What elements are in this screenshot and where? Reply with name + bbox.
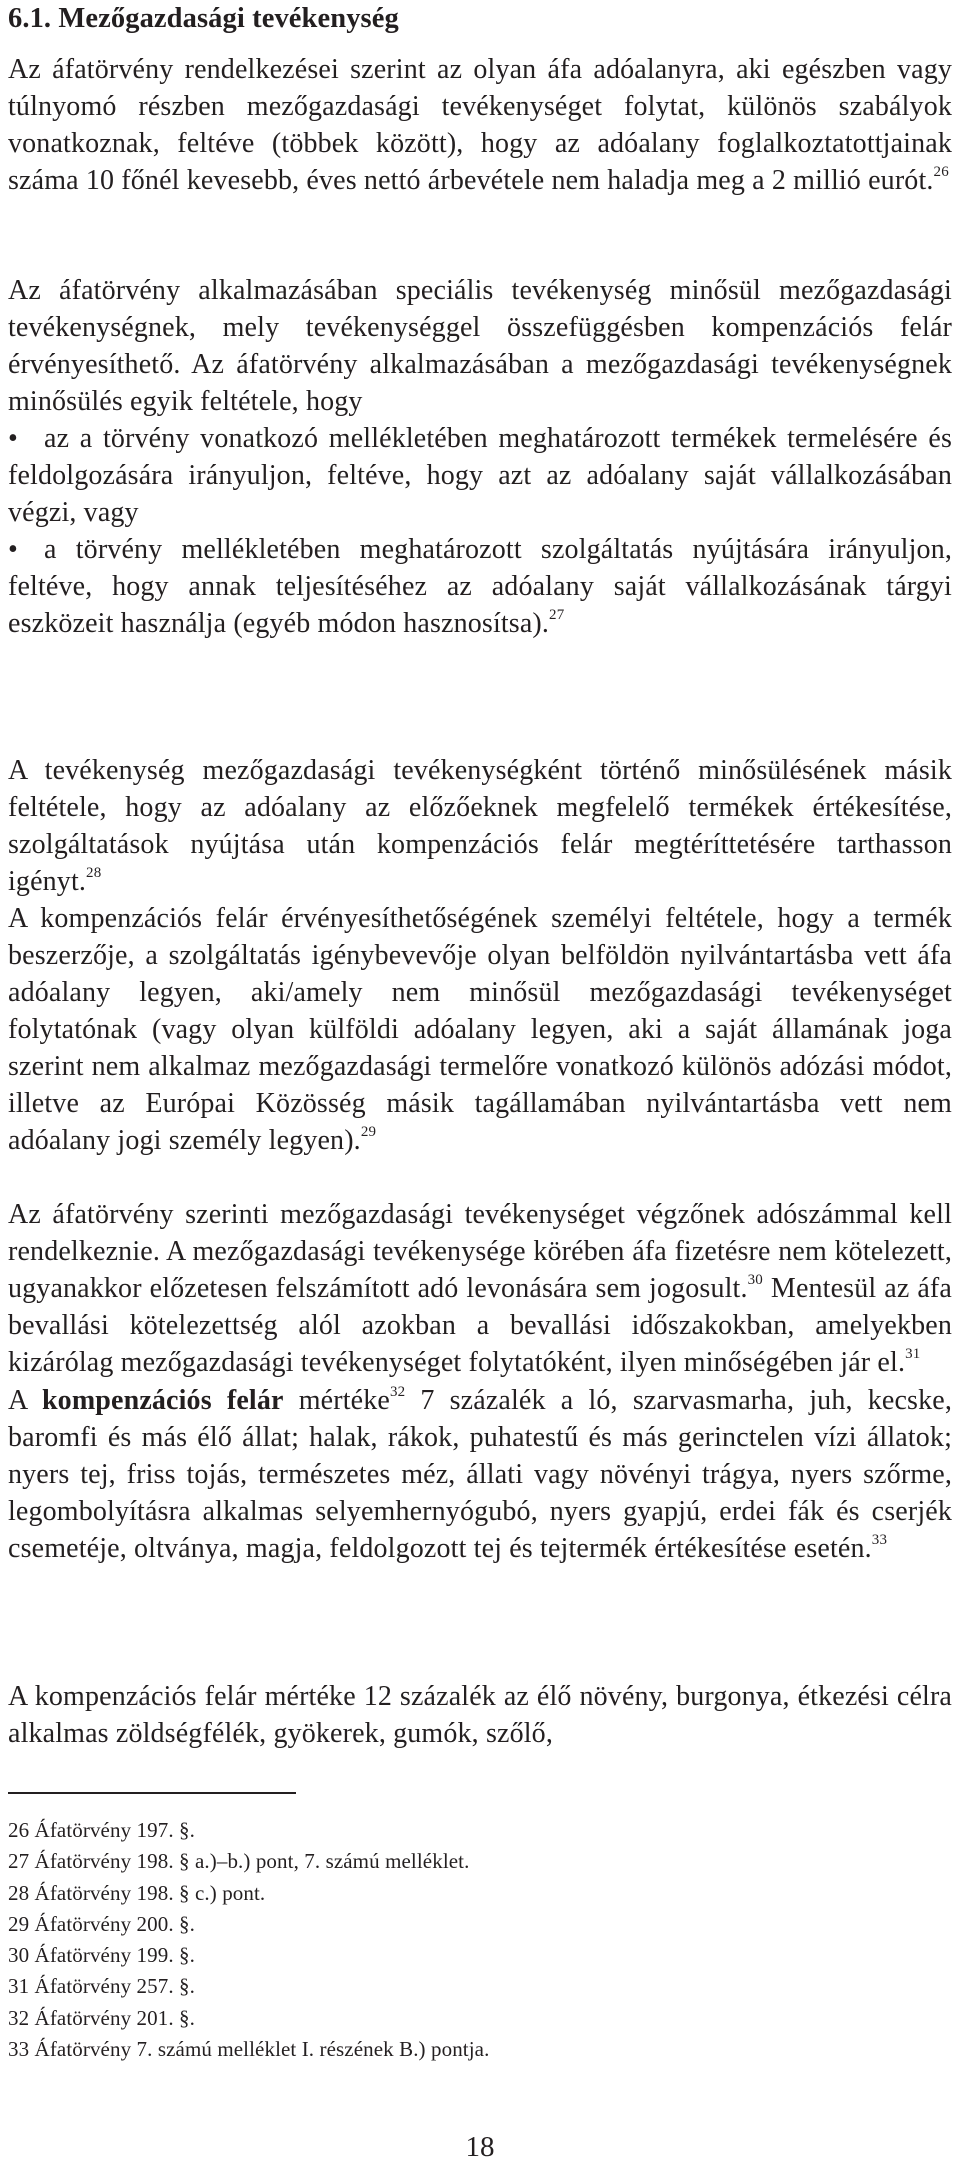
paragraph-definition: [8, 272, 952, 420]
footnote-item: 32 Áfatörvény 201. §.: [8, 2005, 195, 2030]
bullet-icon: •: [8, 423, 18, 454]
paragraph-text: A kompenzációs felár mértéke 12 százalék az élő növény, burgonya, étkezési célra alkalmas zöldségfélék, gyökerek, gumók, szőlő,: [8, 1681, 952, 1749]
page-number: 18: [465, 2131, 495, 2163]
footnote-item: 30 Áfatörvény 199. §.: [8, 1943, 195, 1968]
paragraph-text: Az áfatörvény rendelkezései szerint az olyan áfa adóalanyra, aki egészben vagy túlnyomó részben mezőgazdasági tevékenységet folytat, különös szabályok vonatkoznak, feltéve (többek között), hogy az adóalany foglalkoztatottjainak száma 10 főnél kevesebb, éves nettó árbevétele nem haladja meg a 2 millió eurót.: [8, 54, 952, 196]
footnote-ref: 30: [747, 1272, 763, 1288]
list-item: [8, 420, 952, 531]
condition-list: [8, 420, 952, 642]
paragraph-tax-number: [8, 1196, 952, 1381]
paragraph-text: 7 százalék a ló, szarvasmarha, juh, kecske, baromfi és más élő állat; halak, rákok, puhatestű és más gerinctelen vízi állatok; nyers tej, friss tojás, természetes méz, állati vagy növényi trágya, nyers szőrme, legombolyításra alkalmas selyemhernyógubó, nyers gyapjú, erdei fák és cserjék csemetéje, oltványa, magja, feldolgozott tej és tejtermék értékesítése esetén.: [8, 1385, 952, 1564]
footnote-ref: 28: [86, 865, 102, 881]
paragraph-text: mértéke: [283, 1385, 390, 1416]
emphasis-term: kompenzációs felár: [41, 1385, 284, 1416]
footnote-list: [8, 1815, 952, 2065]
list-item-text: a törvény mellékletében meghatározott szolgáltatás nyújtására irányuljon, feltéve, hogy annak teljesítéséhez az adóalany saját vállalkozásának tárgyi eszközeit használja (egyéb módon hasznosítsa).: [8, 534, 952, 639]
paragraph-personal-condition: [8, 900, 952, 1159]
footnote-ref: 29: [360, 1124, 377, 1140]
paragraph-text: A tevékenység mezőgazdasági tevékenységként történő minősülésének másik feltétele, hogy az adóalany az előzőeknek megfelelő termékek értékesítése, szolgáltatások nyújtása után kompenzációs felár megtéríttetésére tarthasson igényt.: [8, 755, 952, 897]
paragraph-text: Mentesül az áfa bevallási kötelezettség alól azokban a bevallási időszakokban, amelyekben kizárólag mezőgazdasági tevékenységet folytatóként, ilyen minőségében jár el.: [8, 1273, 952, 1378]
footnote-item: 31 Áfatörvény 257. §.: [8, 1974, 195, 1999]
paragraph-text: Az áfatörvény alkalmazásában speciális tevékenység minősül mezőgazdasági tevékenységnek, mely tevékenységgel összefüggésben kompenzációs felár érvényesíthető. Az áfatörvény alkalmazásában a mezőgazdasági tevékenységnek minősülés egyik feltétele, hogy: [8, 275, 952, 417]
section-title: 6.1. Mezőgazdasági tevékenység: [8, 3, 399, 34]
footnote-ref: 32: [389, 1384, 406, 1400]
footnote-ref: 33: [871, 1532, 888, 1548]
paragraph-text: Az áfatörvény szerinti mezőgazdasági tevékenységet végzőnek adószámmal kell rendelkeznie. A mezőgazdasági tevékenysége körében áfa fizetésre nem kötelezett, ugyanakkor előzetesen felszámított adó levonására sem jogosult.: [8, 1199, 952, 1304]
paragraph-text: A: [8, 1385, 42, 1416]
paragraph-text: A kompenzációs felár érvényesíthetőségének személyi feltétele, hogy a termék beszerzője, a szolgáltatás igénybevevője olyan belföldön nyilvántartásba vett áfa adóalany legyen, aki/amely nem minősül mezőgazdasági tevékenységet folytatónak (vagy olyan külföldi adóalany legyen, aki a saját államának joga szerint nem alkalmaz mezőgazdasági termelőre vonatkozó különös adózási módot, illetve az Európai Közösség másik tagállamában nyilvántartásba vett nem adóalany jogi személy legyen).: [8, 903, 952, 1156]
paragraph-special-rules: [8, 51, 952, 199]
footnote-item: 28 Áfatörvény 198. § c.) pont.: [8, 1880, 266, 1905]
footnote-ref: 26: [933, 164, 949, 180]
footnote-item: 29 Áfatörvény 200. §.: [8, 1911, 195, 1936]
bullet-icon: •: [8, 534, 18, 565]
footnote-item: 26 Áfatörvény 197. §.: [8, 1818, 195, 1842]
footnote-ref: 27: [549, 607, 565, 623]
list-item: [8, 531, 952, 642]
footnote-item: 33 Áfatörvény 7. számú melléklet I. részének B.) pontja.: [8, 2037, 490, 2062]
footnote-item: 27 Áfatörvény 198. § a.)–b.) pont, 7. számú melléklet.: [8, 1849, 470, 1874]
paragraph-second-condition: [8, 752, 952, 900]
list-item-text: az a törvény vonatkozó mellékletében meghatározott termékek termelésére és feldolgozására irányuljon, feltéve, hogy azt az adóalany saját vállalkozásában végzi, vagy: [8, 423, 952, 528]
footnote-ref: 31: [905, 1346, 921, 1362]
paragraph-compensation-rate-12: [8, 1678, 952, 1752]
paragraph-compensation-rate-7: [8, 1382, 952, 1567]
footnote-divider: [8, 1792, 296, 1794]
